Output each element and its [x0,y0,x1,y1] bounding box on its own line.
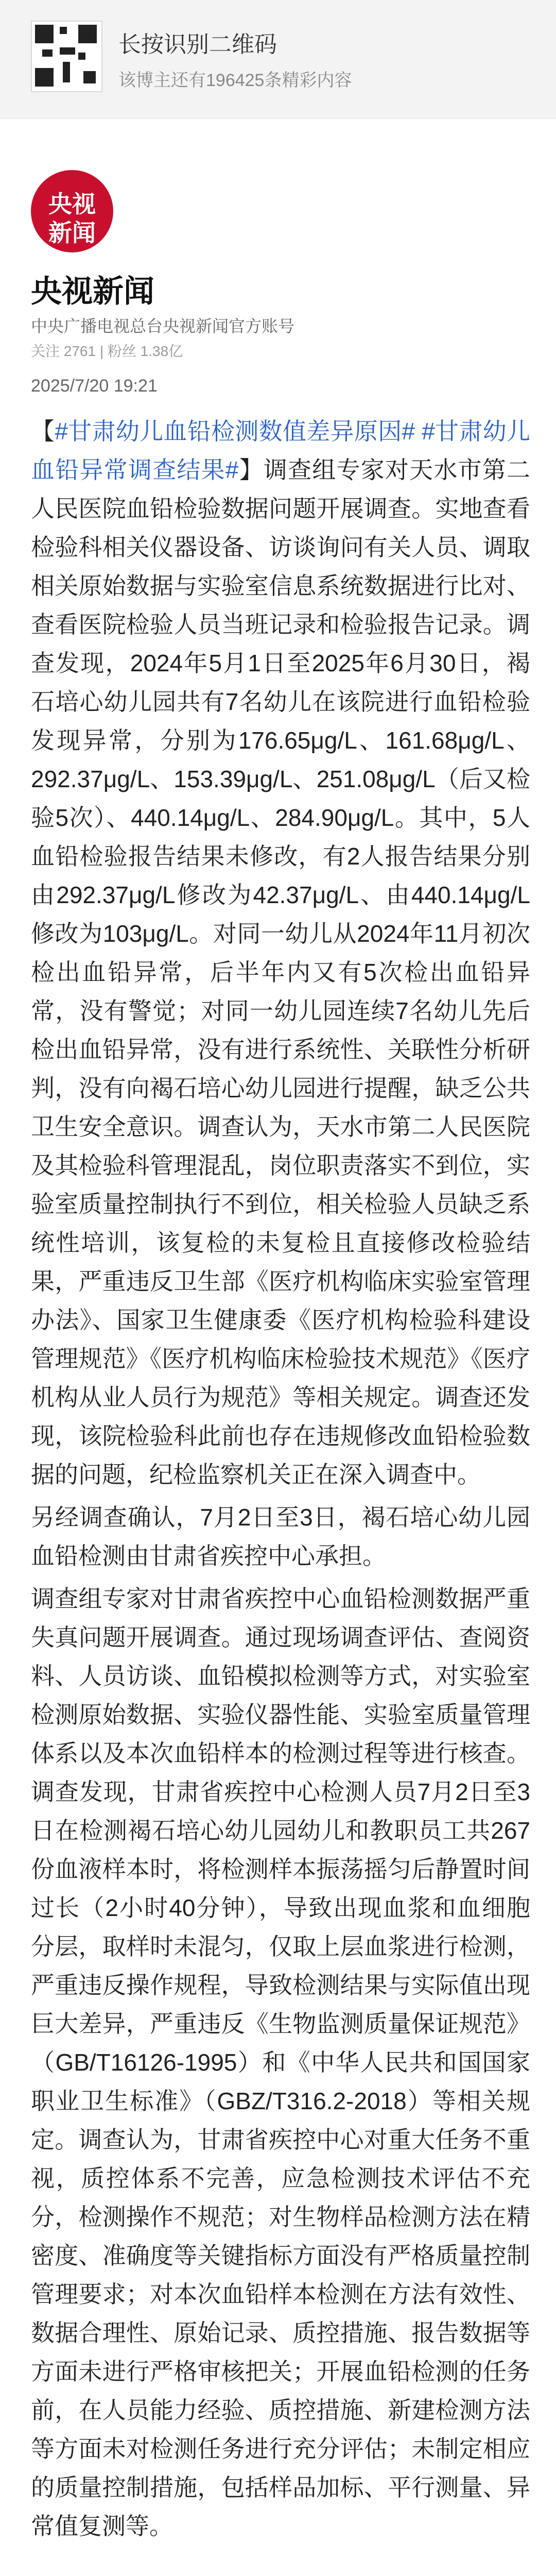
author-stats: 关注 2761 | 粉丝 1.38亿 [31,343,183,359]
post-datetime: 2025/7/20 19:21 [31,376,158,396]
avatar-text-bottom: 新闻 [48,219,96,246]
author-description: 中央广播电视总台央视新闻官方账号 [31,317,295,335]
paragraph-2: 另经调查确认，7月2日至3日，褐石培心幼儿园血铅检测由甘肃省疾控中心承担。 [31,1504,530,1569]
avatar-text-top: 央视 [48,191,96,217]
hashtag-link[interactable]: #甘肃幼儿血铅异常调查结果# [31,418,530,483]
paragraph-1: 【#甘肃幼儿血铅检测数值差异原因# #甘肃幼儿血铅异常调查结果#】调查组专家对天水市第二人民医院血铅检验数据问题开展调查。实地查看检验科相关仪器设备、访谈询问有关人员、调取相关原始数据与实验室信息系统数据进行比对、查看医院检验人员当班记录和检验报告记录。调查发现，2024年5月1日至2025年6月30日，褐石培心幼儿园共有7名幼儿在该院进行血铅检验发现异常，分别为176.65μg/L、161.68μg/L、292.37μg/L、153.39μg/L、251.08μg/L（后又检验5次）、440.14μg/L、284.90μg/L。其中，5人血铅检验报告结果未修改，有2人报告结果分别由292.37μg/L修改为42.37μg/L、由440.14μg/L修改为103μg/L。对同一幼儿从2024年11月初次检出血铅异常，后半年内又有5次检出血铅异常，没有警觉；对同一幼儿园连续7名幼儿先后检出血铅异常，没有进行系统性、关联性分析研判，没有向褐石培心幼儿园进行提醒，缺乏公共卫生安全意识。调查认为，天水市第二人民医院及其检验科管理混乱，岗位职责落实不到位，实验室质量控制执行不到位，相关检验人员缺乏系统性培训，该复检的未复检且直接修改检验结果，严重违反卫生部《医疗机构临床实验室管理办法》、国家卫生健康委《医疗机构检验科建设管理规范》《医疗机构临床检验技术规范》《医疗机构从业人员行为规范》等相关规定。调查还发现，该院检验科此前也存在违规修改血铅检验数据的问题，纪检监察机关正在深入调查中。 [31,418,531,1488]
banner-title: 长按识别二维码 [118,32,277,57]
author-avatar[interactable] [31,170,113,252]
author-block [31,170,525,359]
paragraph-3: 调查组专家对甘肃省疾控中心血铅检测数据严重失真问题开展调查。通过现场调查评估、查阅资料、人员访谈、血铅模拟检测等方式，对实验室检测原始数据、实验仪器性能、实验室质量管理体系以及本次血铅样本的检测过程等进行核查。调查发现，甘肃省疾控中心检测人员7月2日至3日在检测褐石培心幼儿园幼儿和教职员工共267份血液样本时，将检测样本振荡摇匀后静置时间过长（2小时40分钟），导致出现血浆和血细胞分层，取样时未混匀，仅取上层血浆进行检测，严重违反操作规程，导致检测结果与实际值出现巨大差异，严重违反《生物监测质量保证规范》（GB/T16126-1995）和《中华人民共和国国家职业卫生标准》（GBZ/T316.2-2018）等相关规定。调查认为，甘肃省疾控中心对重大任务不重视，质控体系不完善，应急检测技术评估不充分，检测操作不规范；对生物样品检测方法在精密度、准确度等关键指标方面没有严格质量控制管理要求；对本次血铅样本检测在方法有效性、数据合理性、原始记录、质控措施、报告数据等方面未进行严格审核把关；开展血铅检测的任务前，在人员能力经验、质控措施、新建检测方法等方面未对检测任务进行充分评估；未制定相应的质量控制措施，包括样品加标、平行测量、异常值复测等。 [31,1585,530,2539]
hashtag-link[interactable]: #甘肃幼儿血铅检测数值差异原因# [55,418,415,445]
paragraph-text: 调查组专家对天水市第二人民医院血铅检验数据问题开展调查。实地查看检验科相关仪器设备、访谈询问有关人员、调取相关原始数据与实验室信息系统数据进行比对、查看医院检验人员当班记录和检验报告记录。调查发现，2024年5月1日至2025年6月30日，褐石培心幼儿园共有7名幼儿在该院进行血铅检验发现异常，分别为176.65μg/L、161.68μg/L、292.37μg/L、153.39μg/L、251.08μg/L（后又检验5次）、440.14μg/L、284.90μg/L。其中，5人血铅检验报告结果未修改，有2人报告结果分别由292.37μg/L修改为42.37μg/L、由440.14μg/L修改为103μg/L。对同一幼儿从2024年11月初次检出血铅异常，后半年内又有5次检出血铅异常，没有警觉；对同一幼儿园连续7名幼儿先后检出血铅异常，没有进行系统性、关联性分析研判，没有向褐石培心幼儿园进行提醒，缺乏公共卫生安全意识。调查认为，天水市第二人民医院及其检验科管理混乱，岗位职责落实不到位，实验室质量控制执行不到位，相关检验人员缺乏系统性培训，该复检的未复检且直接修改检验结果，严重违反卫生部《医疗机构临床实验室管理办法》、国家卫生健康委《医疗机构检验科建设管理规范》《医疗机构临床检验技术规范》《医疗机构从业人员行为规范》等相关规定。调查还发现，该院检验科此前也存在违规修改血铅检验数据的问题，纪检监察机关正在深入调查中。 [31,456,531,1488]
qr-banner [0,0,556,119]
banner-subtitle: 该博主还有196425条精彩内容 [118,71,352,90]
author-name[interactable]: 央视新闻 [31,274,154,309]
post-body [31,412,530,2550]
qr-code-small[interactable] [31,21,102,92]
